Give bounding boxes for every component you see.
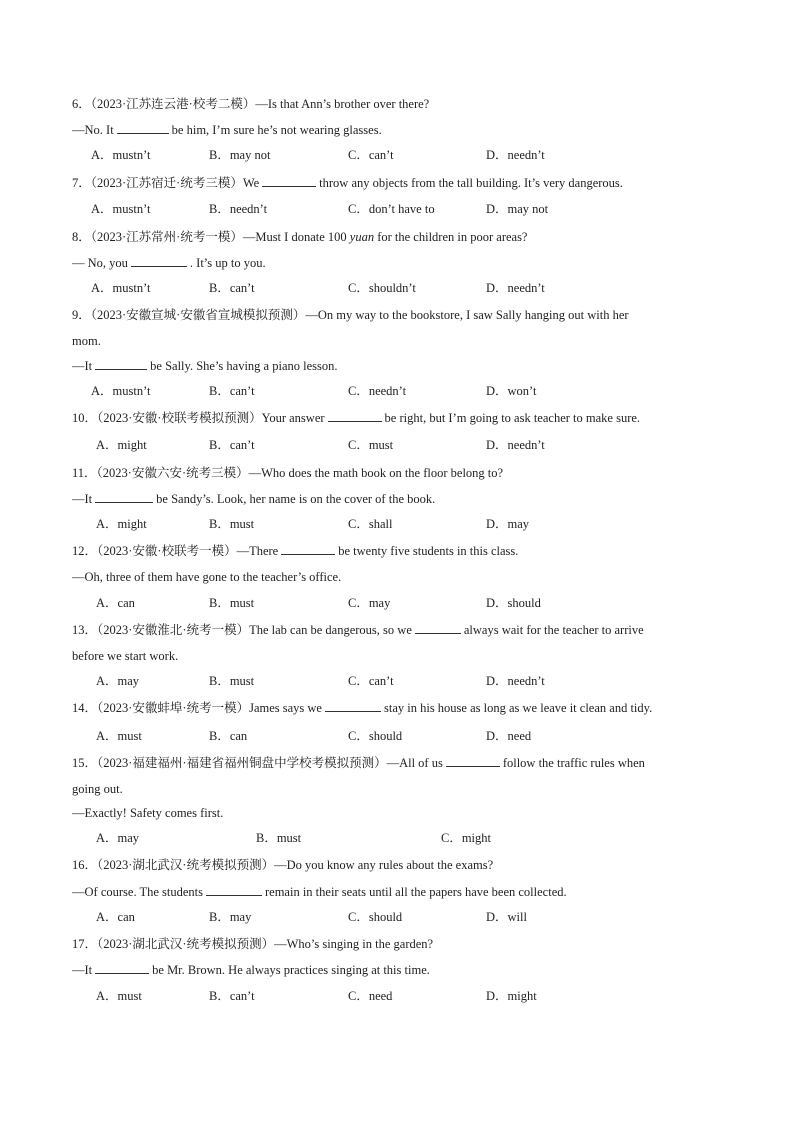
- q16-option-b[interactable]: B．may: [209, 910, 252, 924]
- q16-stem: 16．（2023·湖北武汉·统考模拟预测）—Do you know any rules about the exams?: [72, 858, 494, 872]
- q8-option-c[interactable]: C．shouldn’t: [348, 281, 416, 295]
- q11-option-d[interactable]: D．may: [486, 517, 530, 531]
- q7-option-c[interactable]: C．don’t have to: [348, 202, 435, 216]
- q15-option-a[interactable]: A．may: [96, 831, 140, 845]
- q14-option-d[interactable]: D．need: [486, 729, 532, 743]
- q9-line3: —It be Sally. She’s having a piano lesson.: [72, 359, 338, 373]
- q16-option-a[interactable]: A．can: [96, 910, 135, 924]
- q13-option-c[interactable]: C．can’t: [348, 674, 394, 688]
- q14-stem: 14．（2023·安徽蚌埠·统考一模）James says we stay in his house as long as we leave it clean and tidy.: [72, 701, 653, 715]
- q6-line2: —No. It be him, I’m sure he’s not wearing glasses.: [72, 123, 382, 137]
- q15-option-c[interactable]: C．might: [441, 831, 492, 845]
- answer-blank[interactable]: [131, 255, 187, 267]
- q6-option-d[interactable]: D．needn’t: [486, 148, 545, 162]
- answer-blank[interactable]: [95, 491, 153, 503]
- q14-option-b[interactable]: B．can: [209, 729, 248, 743]
- answer-blank[interactable]: [117, 122, 169, 134]
- q17-option-c[interactable]: C．need: [348, 989, 393, 1003]
- q16-line2: —Of course. The students remain in their seats until all the papers have been collected.: [72, 885, 567, 899]
- q17-stem: 17．（2023·湖北武汉·统考模拟预测）—Who’s singing in the garden?: [72, 937, 434, 951]
- q15-stem: 15．（2023·福建福州·福建省福州铜盘中学校考模拟预测）—All of us follow the traffic rules when: [72, 756, 645, 770]
- q11-option-c[interactable]: C．shall: [348, 517, 393, 531]
- answer-blank[interactable]: [262, 175, 316, 187]
- q9-option-b[interactable]: B．can’t: [209, 384, 255, 398]
- q8-option-a[interactable]: A．mustn’t: [91, 281, 151, 295]
- answer-blank[interactable]: [206, 884, 262, 896]
- q9-option-d[interactable]: D．won’t: [486, 384, 537, 398]
- q12-option-d[interactable]: D．should: [486, 596, 541, 610]
- q16-option-d[interactable]: D．will: [486, 910, 527, 924]
- q9-line2: mom.: [72, 334, 101, 348]
- q10-option-b[interactable]: B．can’t: [209, 438, 255, 452]
- q13-stem: 13．（2023·安徽淮北·统考一模）The lab can be dangerous, so we always wait for the teacher to arrive: [72, 623, 644, 637]
- q13-option-a[interactable]: A．may: [96, 674, 140, 688]
- q17-line2: —It be Mr. Brown. He always practices singing at this time.: [72, 963, 430, 977]
- q12-option-a[interactable]: A．can: [96, 596, 135, 610]
- q11-option-b[interactable]: B．must: [209, 517, 255, 531]
- q12-line2: —Oh, three of them have gone to the teacher’s office.: [72, 570, 342, 584]
- q8-option-b[interactable]: B．can’t: [209, 281, 255, 295]
- q7-option-b[interactable]: B．needn’t: [209, 202, 268, 216]
- answer-blank[interactable]: [281, 543, 335, 555]
- q10-option-d[interactable]: D．needn’t: [486, 438, 545, 452]
- answer-blank[interactable]: [415, 622, 461, 634]
- q7-option-a[interactable]: A．mustn’t: [91, 202, 151, 216]
- q12-option-c[interactable]: C．may: [348, 596, 391, 610]
- q13-line2: before we start work.: [72, 649, 179, 663]
- q17-option-b[interactable]: B．can’t: [209, 989, 255, 1003]
- q9-option-c[interactable]: C．needn’t: [348, 384, 407, 398]
- q9-stem: 9．（2023·安徽宣城·安徽省宣城模拟预测）—On my way to the bookstore, I saw Sally hanging out with her: [72, 308, 629, 322]
- q13-option-b[interactable]: B．must: [209, 674, 255, 688]
- q6-option-a[interactable]: A．mustn’t: [91, 148, 151, 162]
- q13-option-d[interactable]: D．needn’t: [486, 674, 545, 688]
- q8-stem: 8．（2023·江苏常州·统考一模）—Must I donate 100 yuan for the children in poor areas?: [72, 230, 528, 244]
- answer-blank[interactable]: [95, 962, 149, 974]
- q6-stem: 6．（2023·江苏连云港·校考二模）—Is that Ann’s brother over there?: [72, 97, 430, 111]
- q17-option-d[interactable]: D．might: [486, 989, 537, 1003]
- q6-option-b[interactable]: B．may not: [209, 148, 271, 162]
- q16-option-c[interactable]: C．should: [348, 910, 403, 924]
- q11-option-a[interactable]: A．might: [96, 517, 147, 531]
- q17-option-a[interactable]: A．must: [96, 989, 142, 1003]
- q15-option-b[interactable]: B．must: [256, 831, 302, 845]
- q7-stem: 7．（2023·江苏宿迁·统考三模）We throw any objects from the tall building. It’s very dangerous.: [72, 176, 623, 190]
- q10-option-a[interactable]: A．might: [96, 438, 147, 452]
- q8-option-d[interactable]: D．needn’t: [486, 281, 545, 295]
- q11-line2: —It be Sandy’s. Look, her name is on the cover of the book.: [72, 492, 436, 506]
- q14-option-c[interactable]: C．should: [348, 729, 403, 743]
- answer-blank[interactable]: [95, 358, 147, 370]
- answer-blank[interactable]: [328, 410, 382, 422]
- q12-option-b[interactable]: B．must: [209, 596, 255, 610]
- answer-blank[interactable]: [325, 700, 381, 712]
- q15-line2: going out.: [72, 782, 123, 796]
- q11-stem: 11．（2023·安徽六安·统考三模）—Who does the math book on the floor belong to?: [72, 466, 504, 480]
- answer-blank[interactable]: [446, 755, 500, 767]
- q6-option-c[interactable]: C．can’t: [348, 148, 394, 162]
- q7-option-d[interactable]: D．may not: [486, 202, 549, 216]
- q12-stem: 12．（2023·安徽·校联考一模）—There be twenty five students in this class.: [72, 544, 519, 558]
- q10-stem: 10．（2023·安徽·校联考模拟预测）Your answer be right, but I’m going to ask teacher to make sure.: [72, 411, 641, 425]
- q10-option-c[interactable]: C．must: [348, 438, 394, 452]
- q9-option-a[interactable]: A．mustn’t: [91, 384, 151, 398]
- q15-line3: —Exactly! Safety comes first.: [72, 806, 224, 820]
- q14-option-a[interactable]: A．must: [96, 729, 142, 743]
- q8-line2: — No, you . It’s up to you.: [72, 256, 266, 270]
